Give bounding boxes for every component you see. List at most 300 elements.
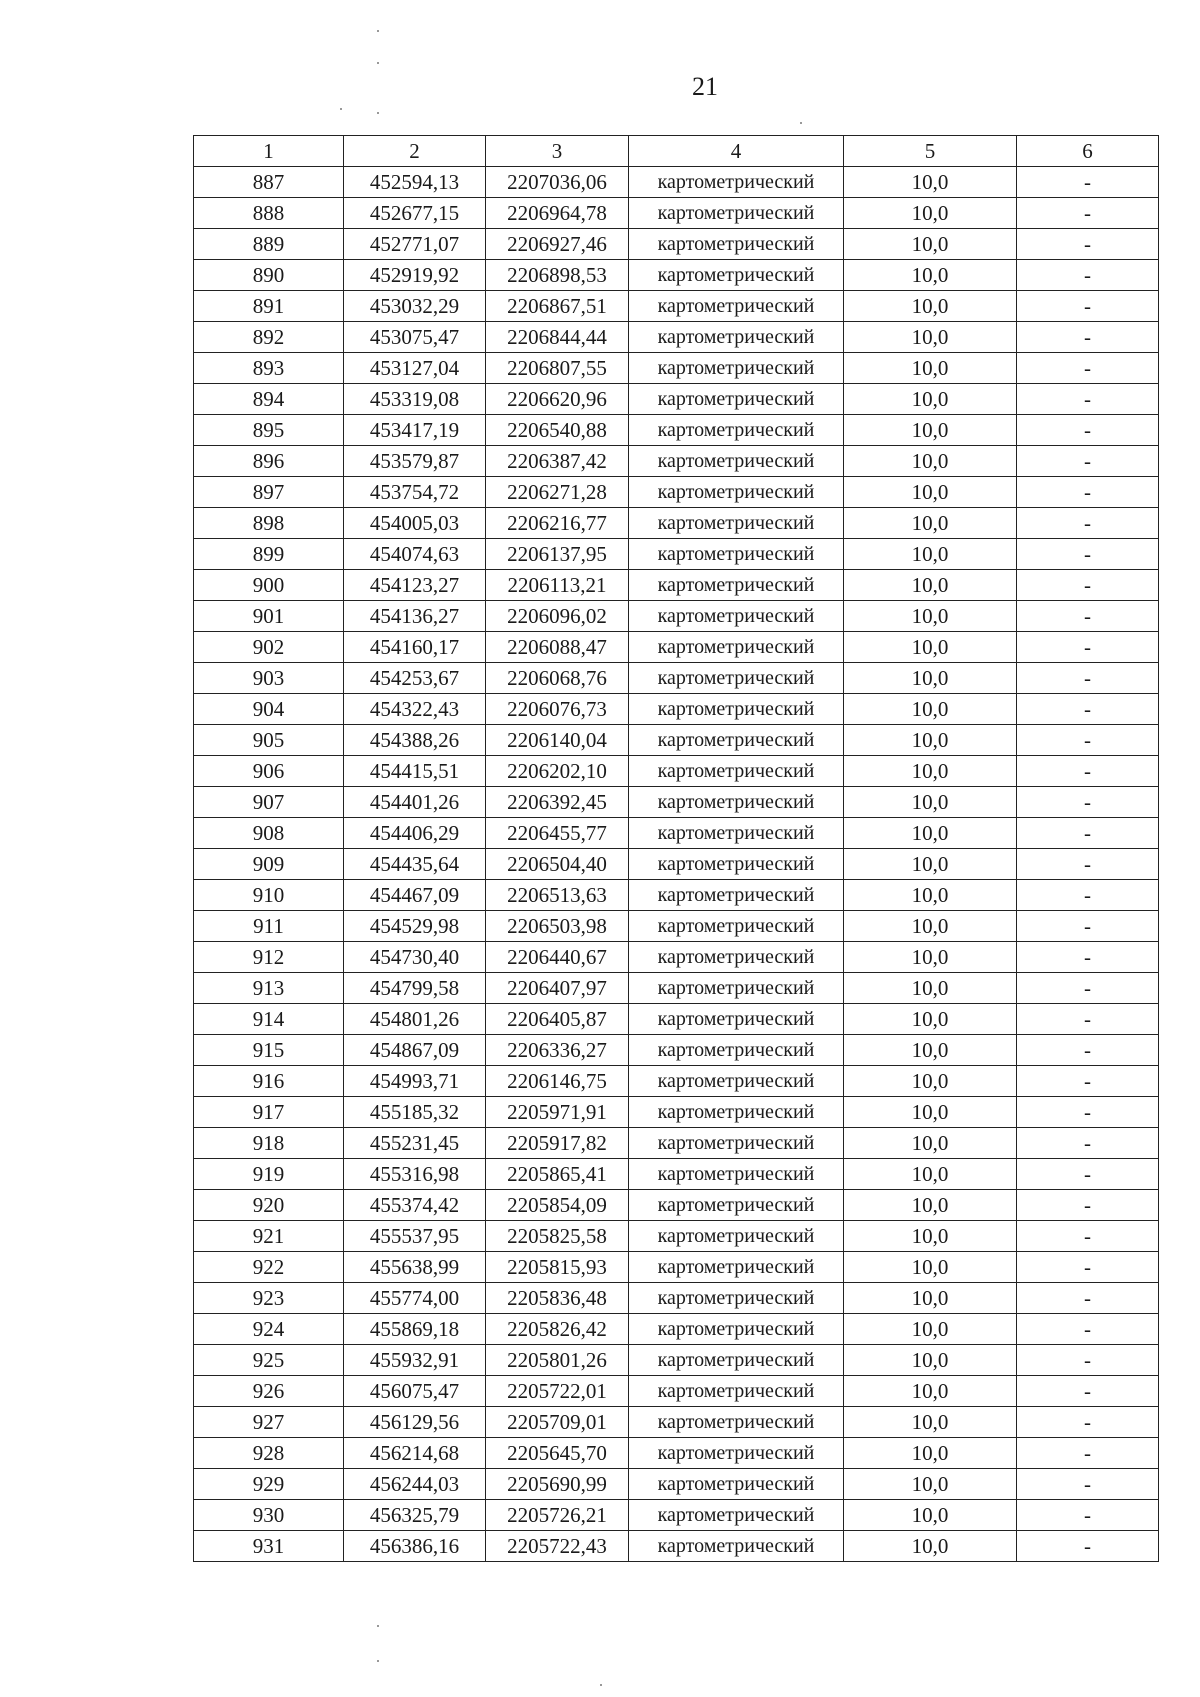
point-number-cell: 894 bbox=[194, 384, 344, 415]
x-coordinate-cell: 454867,09 bbox=[344, 1035, 486, 1066]
x-coordinate-cell: 456129,56 bbox=[344, 1407, 486, 1438]
table-row bbox=[194, 1376, 1159, 1407]
accuracy-cell: 10,0 bbox=[844, 632, 1017, 663]
method-cell: картометрический bbox=[629, 1314, 844, 1345]
x-coordinate-cell: 452594,13 bbox=[344, 167, 486, 198]
x-coordinate-cell: 456244,03 bbox=[344, 1469, 486, 1500]
point-number-cell: 918 bbox=[194, 1128, 344, 1159]
method-cell: картометрический bbox=[629, 818, 844, 849]
accuracy-cell: 10,0 bbox=[844, 663, 1017, 694]
accuracy-cell: 10,0 bbox=[844, 942, 1017, 973]
method-cell: картометрический bbox=[629, 1283, 844, 1314]
method-cell: картометрический bbox=[629, 1190, 844, 1221]
x-coordinate-cell: 455774,00 bbox=[344, 1283, 486, 1314]
y-coordinate-cell: 2206540,88 bbox=[486, 415, 629, 446]
scan-speck bbox=[377, 1660, 379, 1662]
point-number-cell: 921 bbox=[194, 1221, 344, 1252]
x-coordinate-cell: 455231,45 bbox=[344, 1128, 486, 1159]
coordinates-table bbox=[193, 135, 1159, 1562]
note-cell: - bbox=[1017, 1159, 1159, 1190]
accuracy-cell: 10,0 bbox=[844, 1314, 1017, 1345]
header-cell-2: 2 bbox=[344, 136, 486, 167]
point-number-cell: 929 bbox=[194, 1469, 344, 1500]
x-coordinate-cell: 455638,99 bbox=[344, 1252, 486, 1283]
method-cell: картометрический bbox=[629, 1004, 844, 1035]
method-cell: картометрический bbox=[629, 291, 844, 322]
note-cell: - bbox=[1017, 384, 1159, 415]
header-cell-1: 1 bbox=[194, 136, 344, 167]
x-coordinate-cell: 454136,27 bbox=[344, 601, 486, 632]
table-row bbox=[194, 353, 1159, 384]
method-cell: картометрический bbox=[629, 849, 844, 880]
y-coordinate-cell: 2206898,53 bbox=[486, 260, 629, 291]
x-coordinate-cell: 454401,26 bbox=[344, 787, 486, 818]
point-number-cell: 891 bbox=[194, 291, 344, 322]
x-coordinate-cell: 454435,64 bbox=[344, 849, 486, 880]
accuracy-cell: 10,0 bbox=[844, 1283, 1017, 1314]
method-cell: картометрический bbox=[629, 477, 844, 508]
y-coordinate-cell: 2205917,82 bbox=[486, 1128, 629, 1159]
x-coordinate-cell: 454074,63 bbox=[344, 539, 486, 570]
accuracy-cell: 10,0 bbox=[844, 601, 1017, 632]
table-row bbox=[194, 818, 1159, 849]
y-coordinate-cell: 2205801,26 bbox=[486, 1345, 629, 1376]
y-coordinate-cell: 2205825,58 bbox=[486, 1221, 629, 1252]
note-cell: - bbox=[1017, 446, 1159, 477]
y-coordinate-cell: 2206440,67 bbox=[486, 942, 629, 973]
accuracy-cell: 10,0 bbox=[844, 1469, 1017, 1500]
note-cell: - bbox=[1017, 260, 1159, 291]
x-coordinate-cell: 455869,18 bbox=[344, 1314, 486, 1345]
table-row bbox=[194, 1035, 1159, 1066]
point-number-cell: 903 bbox=[194, 663, 344, 694]
table-row bbox=[194, 539, 1159, 570]
x-coordinate-cell: 454467,09 bbox=[344, 880, 486, 911]
x-coordinate-cell: 454160,17 bbox=[344, 632, 486, 663]
table-row bbox=[194, 415, 1159, 446]
method-cell: картометрический bbox=[629, 229, 844, 260]
x-coordinate-cell: 452771,07 bbox=[344, 229, 486, 260]
point-number-cell: 912 bbox=[194, 942, 344, 973]
accuracy-cell: 10,0 bbox=[844, 1097, 1017, 1128]
accuracy-cell: 10,0 bbox=[844, 508, 1017, 539]
point-number-cell: 913 bbox=[194, 973, 344, 1004]
x-coordinate-cell: 454388,26 bbox=[344, 725, 486, 756]
method-cell: картометрический bbox=[629, 911, 844, 942]
y-coordinate-cell: 2206392,45 bbox=[486, 787, 629, 818]
accuracy-cell: 10,0 bbox=[844, 849, 1017, 880]
table-row bbox=[194, 694, 1159, 725]
x-coordinate-cell: 454730,40 bbox=[344, 942, 486, 973]
table-row bbox=[194, 849, 1159, 880]
y-coordinate-cell: 2205836,48 bbox=[486, 1283, 629, 1314]
x-coordinate-cell: 454005,03 bbox=[344, 508, 486, 539]
table-row bbox=[194, 291, 1159, 322]
note-cell: - bbox=[1017, 911, 1159, 942]
table-row bbox=[194, 1097, 1159, 1128]
table-header-row bbox=[194, 136, 1159, 167]
page-number: 21 bbox=[692, 72, 718, 101]
table-row bbox=[194, 322, 1159, 353]
point-number-cell: 909 bbox=[194, 849, 344, 880]
y-coordinate-cell: 2205854,09 bbox=[486, 1190, 629, 1221]
scan-speck bbox=[377, 112, 379, 114]
table-row bbox=[194, 632, 1159, 663]
note-cell: - bbox=[1017, 415, 1159, 446]
y-coordinate-cell: 2206146,75 bbox=[486, 1066, 629, 1097]
y-coordinate-cell: 2206216,77 bbox=[486, 508, 629, 539]
method-cell: картометрический bbox=[629, 694, 844, 725]
table-row bbox=[194, 508, 1159, 539]
point-number-cell: 906 bbox=[194, 756, 344, 787]
method-cell: картометрический bbox=[629, 198, 844, 229]
scan-speck bbox=[340, 108, 342, 110]
accuracy-cell: 10,0 bbox=[844, 1500, 1017, 1531]
x-coordinate-cell: 454799,58 bbox=[344, 973, 486, 1004]
accuracy-cell: 10,0 bbox=[844, 1221, 1017, 1252]
note-cell: - bbox=[1017, 1035, 1159, 1066]
table-row bbox=[194, 1004, 1159, 1035]
y-coordinate-cell: 2206137,95 bbox=[486, 539, 629, 570]
header-cell-4: 4 bbox=[629, 136, 844, 167]
y-coordinate-cell: 2206807,55 bbox=[486, 353, 629, 384]
x-coordinate-cell: 452677,15 bbox=[344, 198, 486, 229]
y-coordinate-cell: 2206620,96 bbox=[486, 384, 629, 415]
point-number-cell: 901 bbox=[194, 601, 344, 632]
note-cell: - bbox=[1017, 1531, 1159, 1562]
x-coordinate-cell: 453127,04 bbox=[344, 353, 486, 384]
y-coordinate-cell: 2206513,63 bbox=[486, 880, 629, 911]
table-row bbox=[194, 1128, 1159, 1159]
note-cell: - bbox=[1017, 1190, 1159, 1221]
accuracy-cell: 10,0 bbox=[844, 539, 1017, 570]
point-number-cell: 892 bbox=[194, 322, 344, 353]
y-coordinate-cell: 2206504,40 bbox=[486, 849, 629, 880]
table-row bbox=[194, 1407, 1159, 1438]
method-cell: картометрический bbox=[629, 601, 844, 632]
point-number-cell: 910 bbox=[194, 880, 344, 911]
table-row bbox=[194, 1438, 1159, 1469]
note-cell: - bbox=[1017, 353, 1159, 384]
table-row bbox=[194, 756, 1159, 787]
note-cell: - bbox=[1017, 1097, 1159, 1128]
point-number-cell: 889 bbox=[194, 229, 344, 260]
method-cell: картометрический bbox=[629, 942, 844, 973]
x-coordinate-cell: 454529,98 bbox=[344, 911, 486, 942]
y-coordinate-cell: 2206927,46 bbox=[486, 229, 629, 260]
method-cell: картометрический bbox=[629, 508, 844, 539]
method-cell: картометрический bbox=[629, 1097, 844, 1128]
table-row bbox=[194, 601, 1159, 632]
point-number-cell: 923 bbox=[194, 1283, 344, 1314]
note-cell: - bbox=[1017, 818, 1159, 849]
note-cell: - bbox=[1017, 1252, 1159, 1283]
method-cell: картометрический bbox=[629, 446, 844, 477]
method-cell: картометрический bbox=[629, 539, 844, 570]
table-row bbox=[194, 198, 1159, 229]
method-cell: картометрический bbox=[629, 353, 844, 384]
note-cell: - bbox=[1017, 632, 1159, 663]
point-number-cell: 931 bbox=[194, 1531, 344, 1562]
y-coordinate-cell: 2206068,76 bbox=[486, 663, 629, 694]
accuracy-cell: 10,0 bbox=[844, 1252, 1017, 1283]
note-cell: - bbox=[1017, 539, 1159, 570]
method-cell: картометрический bbox=[629, 1500, 844, 1531]
note-cell: - bbox=[1017, 973, 1159, 1004]
note-cell: - bbox=[1017, 849, 1159, 880]
point-number-cell: 927 bbox=[194, 1407, 344, 1438]
accuracy-cell: 10,0 bbox=[844, 1438, 1017, 1469]
x-coordinate-cell: 453417,19 bbox=[344, 415, 486, 446]
note-cell: - bbox=[1017, 1004, 1159, 1035]
note-cell: - bbox=[1017, 508, 1159, 539]
point-number-cell: 911 bbox=[194, 911, 344, 942]
accuracy-cell: 10,0 bbox=[844, 880, 1017, 911]
y-coordinate-cell: 2206140,04 bbox=[486, 725, 629, 756]
point-number-cell: 919 bbox=[194, 1159, 344, 1190]
point-number-cell: 896 bbox=[194, 446, 344, 477]
y-coordinate-cell: 2206271,28 bbox=[486, 477, 629, 508]
method-cell: картометрический bbox=[629, 384, 844, 415]
note-cell: - bbox=[1017, 1407, 1159, 1438]
table-row bbox=[194, 1159, 1159, 1190]
table-row bbox=[194, 1314, 1159, 1345]
x-coordinate-cell: 453319,08 bbox=[344, 384, 486, 415]
accuracy-cell: 10,0 bbox=[844, 322, 1017, 353]
x-coordinate-cell: 453754,72 bbox=[344, 477, 486, 508]
method-cell: картометрический bbox=[629, 1531, 844, 1562]
table-row bbox=[194, 570, 1159, 601]
note-cell: - bbox=[1017, 1221, 1159, 1252]
scan-speck bbox=[800, 122, 802, 124]
table-row bbox=[194, 973, 1159, 1004]
y-coordinate-cell: 2206076,73 bbox=[486, 694, 629, 725]
note-cell: - bbox=[1017, 942, 1159, 973]
accuracy-cell: 10,0 bbox=[844, 1407, 1017, 1438]
point-number-cell: 930 bbox=[194, 1500, 344, 1531]
note-cell: - bbox=[1017, 1469, 1159, 1500]
note-cell: - bbox=[1017, 1376, 1159, 1407]
table-row bbox=[194, 1252, 1159, 1283]
point-number-cell: 898 bbox=[194, 508, 344, 539]
table-row bbox=[194, 880, 1159, 911]
y-coordinate-cell: 2206096,02 bbox=[486, 601, 629, 632]
accuracy-cell: 10,0 bbox=[844, 756, 1017, 787]
y-coordinate-cell: 2207036,06 bbox=[486, 167, 629, 198]
note-cell: - bbox=[1017, 167, 1159, 198]
y-coordinate-cell: 2206844,44 bbox=[486, 322, 629, 353]
table-row bbox=[194, 1531, 1159, 1562]
point-number-cell: 928 bbox=[194, 1438, 344, 1469]
method-cell: картометрический bbox=[629, 322, 844, 353]
accuracy-cell: 10,0 bbox=[844, 291, 1017, 322]
point-number-cell: 900 bbox=[194, 570, 344, 601]
y-coordinate-cell: 2205815,93 bbox=[486, 1252, 629, 1283]
accuracy-cell: 10,0 bbox=[844, 167, 1017, 198]
x-coordinate-cell: 456214,68 bbox=[344, 1438, 486, 1469]
y-coordinate-cell: 2206455,77 bbox=[486, 818, 629, 849]
method-cell: картометрический bbox=[629, 1221, 844, 1252]
accuracy-cell: 10,0 bbox=[844, 911, 1017, 942]
y-coordinate-cell: 2205690,99 bbox=[486, 1469, 629, 1500]
accuracy-cell: 10,0 bbox=[844, 1066, 1017, 1097]
y-coordinate-cell: 2205645,70 bbox=[486, 1438, 629, 1469]
point-number-cell: 890 bbox=[194, 260, 344, 291]
accuracy-cell: 10,0 bbox=[844, 446, 1017, 477]
table-row bbox=[194, 229, 1159, 260]
note-cell: - bbox=[1017, 322, 1159, 353]
x-coordinate-cell: 453075,47 bbox=[344, 322, 486, 353]
x-coordinate-cell: 456325,79 bbox=[344, 1500, 486, 1531]
note-cell: - bbox=[1017, 601, 1159, 632]
point-number-cell: 922 bbox=[194, 1252, 344, 1283]
table-row bbox=[194, 911, 1159, 942]
table-row bbox=[194, 1221, 1159, 1252]
y-coordinate-cell: 2206407,97 bbox=[486, 973, 629, 1004]
x-coordinate-cell: 454415,51 bbox=[344, 756, 486, 787]
note-cell: - bbox=[1017, 725, 1159, 756]
table-row bbox=[194, 477, 1159, 508]
table-row bbox=[194, 787, 1159, 818]
method-cell: картометрический bbox=[629, 1159, 844, 1190]
method-cell: картометрический bbox=[629, 260, 844, 291]
accuracy-cell: 10,0 bbox=[844, 787, 1017, 818]
accuracy-cell: 10,0 bbox=[844, 1004, 1017, 1035]
point-number-cell: 926 bbox=[194, 1376, 344, 1407]
header-cell-5: 5 bbox=[844, 136, 1017, 167]
y-coordinate-cell: 2206387,42 bbox=[486, 446, 629, 477]
accuracy-cell: 10,0 bbox=[844, 198, 1017, 229]
method-cell: картометрический bbox=[629, 973, 844, 1004]
method-cell: картометрический bbox=[629, 167, 844, 198]
header-cell-3: 3 bbox=[486, 136, 629, 167]
y-coordinate-cell: 2205971,91 bbox=[486, 1097, 629, 1128]
x-coordinate-cell: 453032,29 bbox=[344, 291, 486, 322]
y-coordinate-cell: 2205826,42 bbox=[486, 1314, 629, 1345]
note-cell: - bbox=[1017, 1438, 1159, 1469]
note-cell: - bbox=[1017, 1283, 1159, 1314]
point-number-cell: 916 bbox=[194, 1066, 344, 1097]
point-number-cell: 888 bbox=[194, 198, 344, 229]
table-row bbox=[194, 1283, 1159, 1314]
y-coordinate-cell: 2206336,27 bbox=[486, 1035, 629, 1066]
note-cell: - bbox=[1017, 663, 1159, 694]
x-coordinate-cell: 454123,27 bbox=[344, 570, 486, 601]
method-cell: картометрический bbox=[629, 1066, 844, 1097]
accuracy-cell: 10,0 bbox=[844, 570, 1017, 601]
point-number-cell: 917 bbox=[194, 1097, 344, 1128]
table-row bbox=[194, 1345, 1159, 1376]
accuracy-cell: 10,0 bbox=[844, 818, 1017, 849]
point-number-cell: 899 bbox=[194, 539, 344, 570]
method-cell: картометрический bbox=[629, 1438, 844, 1469]
accuracy-cell: 10,0 bbox=[844, 1376, 1017, 1407]
accuracy-cell: 10,0 bbox=[844, 229, 1017, 260]
point-number-cell: 925 bbox=[194, 1345, 344, 1376]
x-coordinate-cell: 452919,92 bbox=[344, 260, 486, 291]
note-cell: - bbox=[1017, 694, 1159, 725]
x-coordinate-cell: 456075,47 bbox=[344, 1376, 486, 1407]
x-coordinate-cell: 455537,95 bbox=[344, 1221, 486, 1252]
table-row bbox=[194, 942, 1159, 973]
table-row bbox=[194, 167, 1159, 198]
scan-speck bbox=[377, 30, 379, 32]
note-cell: - bbox=[1017, 1066, 1159, 1097]
scan-speck bbox=[600, 1684, 602, 1686]
method-cell: картометрический bbox=[629, 1035, 844, 1066]
y-coordinate-cell: 2206503,98 bbox=[486, 911, 629, 942]
point-number-cell: 897 bbox=[194, 477, 344, 508]
accuracy-cell: 10,0 bbox=[844, 694, 1017, 725]
point-number-cell: 915 bbox=[194, 1035, 344, 1066]
method-cell: картометрический bbox=[629, 1376, 844, 1407]
y-coordinate-cell: 2206113,21 bbox=[486, 570, 629, 601]
y-coordinate-cell: 2206405,87 bbox=[486, 1004, 629, 1035]
y-coordinate-cell: 2205722,43 bbox=[486, 1531, 629, 1562]
x-coordinate-cell: 454253,67 bbox=[344, 663, 486, 694]
scan-speck bbox=[377, 62, 379, 64]
point-number-cell: 924 bbox=[194, 1314, 344, 1345]
method-cell: картометрический bbox=[629, 1128, 844, 1159]
method-cell: картометрический bbox=[629, 1407, 844, 1438]
x-coordinate-cell: 453579,87 bbox=[344, 446, 486, 477]
x-coordinate-cell: 454322,43 bbox=[344, 694, 486, 725]
accuracy-cell: 10,0 bbox=[844, 973, 1017, 1004]
method-cell: картометрический bbox=[629, 1345, 844, 1376]
table-body bbox=[194, 167, 1159, 1562]
accuracy-cell: 10,0 bbox=[844, 725, 1017, 756]
method-cell: картометрический bbox=[629, 1252, 844, 1283]
x-coordinate-cell: 454406,29 bbox=[344, 818, 486, 849]
table-row bbox=[194, 663, 1159, 694]
accuracy-cell: 10,0 bbox=[844, 1035, 1017, 1066]
point-number-cell: 895 bbox=[194, 415, 344, 446]
note-cell: - bbox=[1017, 1128, 1159, 1159]
note-cell: - bbox=[1017, 787, 1159, 818]
point-number-cell: 905 bbox=[194, 725, 344, 756]
point-number-cell: 908 bbox=[194, 818, 344, 849]
x-coordinate-cell: 454993,71 bbox=[344, 1066, 486, 1097]
y-coordinate-cell: 2206202,10 bbox=[486, 756, 629, 787]
accuracy-cell: 10,0 bbox=[844, 1345, 1017, 1376]
header-cell-6: 6 bbox=[1017, 136, 1159, 167]
point-number-cell: 902 bbox=[194, 632, 344, 663]
x-coordinate-cell: 456386,16 bbox=[344, 1531, 486, 1562]
y-coordinate-cell: 2205865,41 bbox=[486, 1159, 629, 1190]
note-cell: - bbox=[1017, 291, 1159, 322]
note-cell: - bbox=[1017, 570, 1159, 601]
x-coordinate-cell: 454801,26 bbox=[344, 1004, 486, 1035]
point-number-cell: 893 bbox=[194, 353, 344, 384]
table-row bbox=[194, 725, 1159, 756]
method-cell: картометрический bbox=[629, 880, 844, 911]
note-cell: - bbox=[1017, 1314, 1159, 1345]
method-cell: картометрический bbox=[629, 415, 844, 446]
scan-speck bbox=[377, 1625, 379, 1627]
accuracy-cell: 10,0 bbox=[844, 1128, 1017, 1159]
accuracy-cell: 10,0 bbox=[844, 1190, 1017, 1221]
y-coordinate-cell: 2206867,51 bbox=[486, 291, 629, 322]
x-coordinate-cell: 455316,98 bbox=[344, 1159, 486, 1190]
method-cell: картометрический bbox=[629, 787, 844, 818]
table-row bbox=[194, 1469, 1159, 1500]
method-cell: картометрический bbox=[629, 570, 844, 601]
accuracy-cell: 10,0 bbox=[844, 415, 1017, 446]
note-cell: - bbox=[1017, 477, 1159, 508]
x-coordinate-cell: 455185,32 bbox=[344, 1097, 486, 1128]
y-coordinate-cell: 2205726,21 bbox=[486, 1500, 629, 1531]
x-coordinate-cell: 455374,42 bbox=[344, 1190, 486, 1221]
